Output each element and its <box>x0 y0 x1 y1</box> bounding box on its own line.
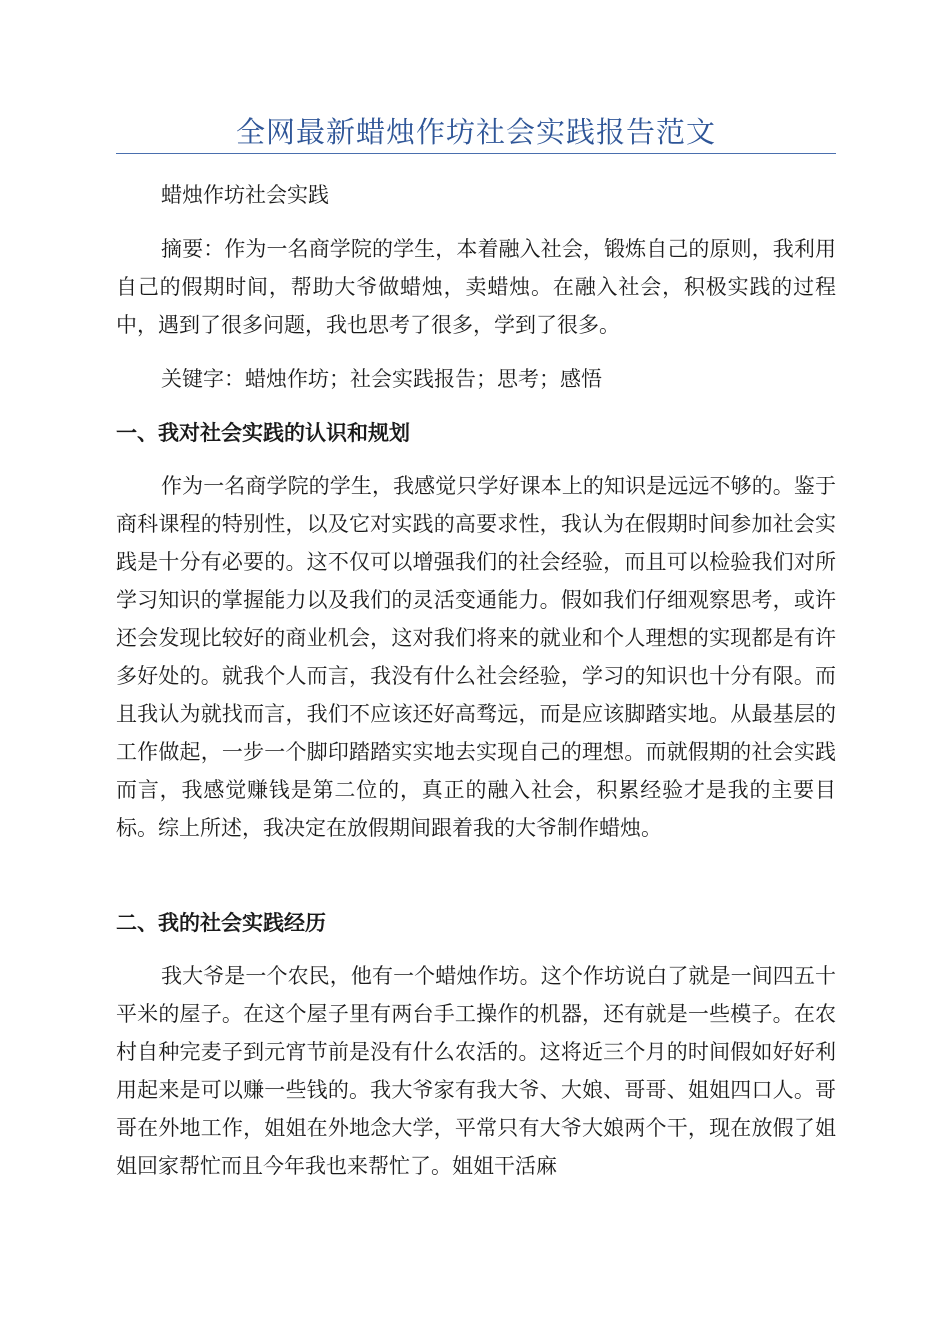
title-underline <box>116 153 836 154</box>
document-title: 全网最新蜡烛作坊社会实践报告范文 <box>235 115 716 149</box>
section-1-body: 作为一名商学院的学生，我感觉只学好课本上的知识是远远不够的。鉴于商科课程的特别性，以及它对实践的高要求性，我认为在假期时间参加社会实践是十分有必要的。这不仅可以增强我们的社会经验，而且可以检验我们对所学习知识的掌握能力以及我们的灵活变通能力。假如我们仔细观察思考，或许还会发现比较好的商业机会，这对我们将来的就业和个人理想的实现都是有许多好处的。就我个人而言，我没有什么社会经验，学习的知识也十分有限。而且我认为就找而言，我们不应该还好高骛远，而是应该脚踏实地。从最基层的工作做起，一步一个脚印踏踏实实地去实现自己的理想。而就假期的社会实践而言，我感觉赚钱是第二位的，真正的融入社会，积累经验才是我的主要目标。综上所述，我决定在放假期间跟着我的大爷制作蜡烛。 <box>116 474 836 840</box>
section-2-heading: 二、我的社会实践经历 <box>116 911 326 935</box>
keywords-line: 关键字：蜡烛作坊；社会实践报告；思考；感悟 <box>161 367 602 391</box>
section-2-body: 我大爷是一个农民，他有一个蜡烛作坊。这个作坊说白了就是一间四五十平米的屋子。在这个屋子里有两台手工操作的机器，还有就是一些模子。在农村自种完麦子到元宵节前是没有什么农活的。这将近三个月的时间假如好好利用起来是可以赚一些钱的。我大爷家有我大爷、大娘、哥哥、姐姐四口人。哥哥在外地工作，姐姐在外地念大学，平常只有大爷大娘两个干，现在放假了姐姐回家帮忙而且今年我也来帮忙了。姐姐干活麻 <box>116 964 836 1178</box>
section-1-heading: 一、我对社会实践的认识和规划 <box>116 421 410 445</box>
subtitle: 蜡烛作坊社会实践 <box>161 183 329 207</box>
abstract-paragraph: 摘要：作为一名商学院的学生，本着融入社会，锻炼自己的原则，我利用自己的假期时间，帮助大爷做蜡烛，卖蜡烛。在融入社会，积极实践的过程中，遇到了很多问题，我也思考了很多，学到了很多。 <box>116 237 836 337</box>
